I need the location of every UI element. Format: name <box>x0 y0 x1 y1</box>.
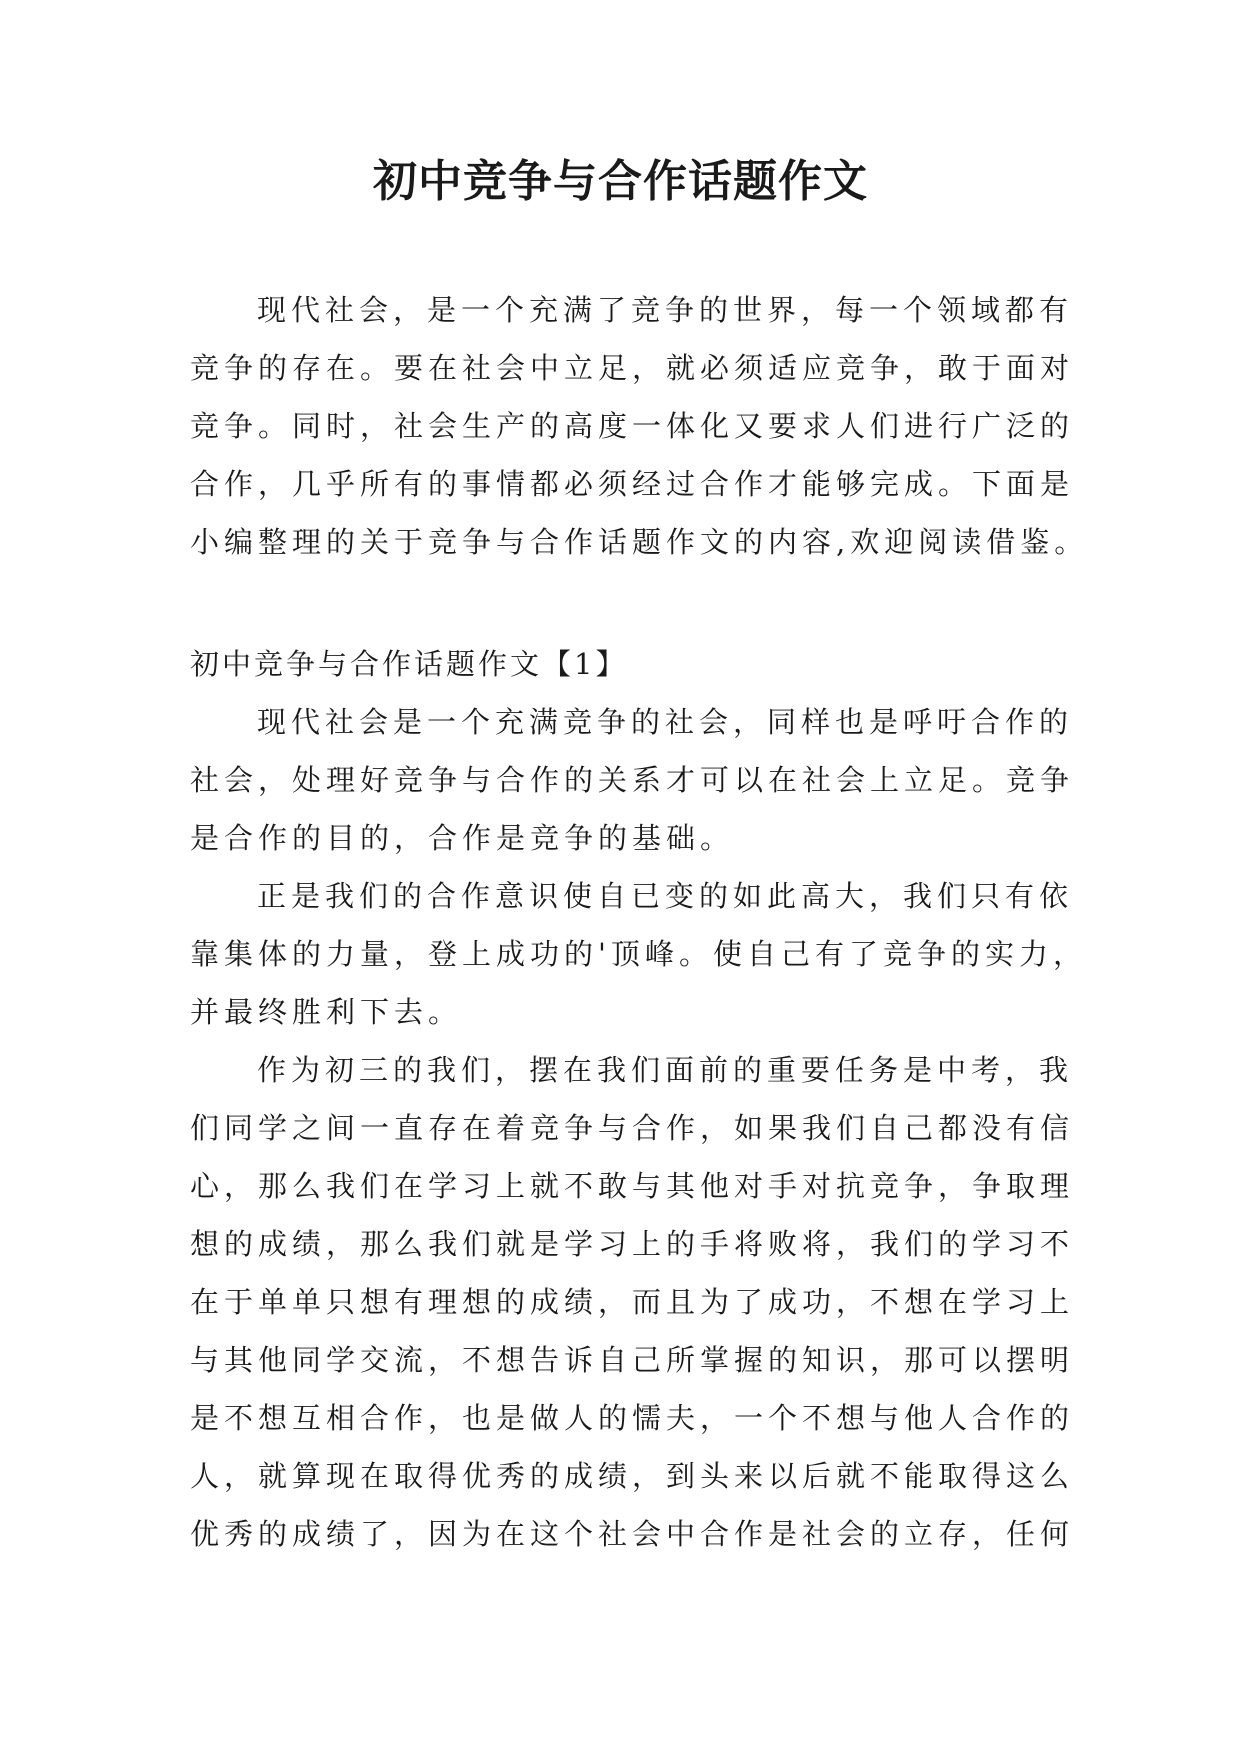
paragraph-line: 在于单单只想有理想的成绩，而且为了成功，不想在学习上 <box>190 1285 1075 1319</box>
intro-line: 小编整理的关于竞争与合作话题作文的内容,欢迎阅读借鉴。 <box>190 525 1089 559</box>
paragraph-line: 是不想互相合作，也是做人的懦夫，一个不想与他人合作的 <box>190 1401 1075 1435</box>
paragraph-line: 并最终胜利下去。 <box>190 995 463 1029</box>
paragraph-line: 社会，处理好竞争与合作的关系才可以在社会上立足。竞争 <box>190 763 1075 797</box>
intro-line: 合作，几乎所有的事情都必须经过合作才能够完成。下面是 <box>190 467 1075 501</box>
paragraph-line: 现代社会是一个充满竞争的社会，同样也是呼吁合作的 <box>257 705 1074 739</box>
paragraph-line: 作为初三的我们，摆在我们面前的重要任务是中考，我 <box>257 1053 1074 1087</box>
paragraph-line: 与其他同学交流，不想告诉自己所掌握的知识，那可以摆明 <box>190 1343 1075 1377</box>
paragraph-line: 们同学之间一直存在着竞争与合作，如果我们自己都没有信 <box>190 1111 1075 1145</box>
intro-line: 竞争的存在。要在社会中立足，就必须适应竞争，敢于面对 <box>190 351 1075 385</box>
paragraph-line: 是合作的目的，合作是竞争的基础。 <box>190 821 735 855</box>
paragraph-line: 正是我们的合作意识使自已变的如此高大，我们只有依 <box>257 879 1074 913</box>
paragraph-line: 人，就算现在取得优秀的成绩，到头来以后就不能取得这么 <box>190 1459 1075 1493</box>
paragraph-line: 心，那么我们在学习上就不敢与其他对手对抗竞争，争取理 <box>190 1169 1075 1203</box>
intro-line: 现代社会，是一个充满了竞争的世界，每一个领域都有 <box>257 293 1074 327</box>
paragraph-line: 想的成绩，那么我们就是学习上的手将败将，我们的学习不 <box>190 1227 1075 1261</box>
document-title: 初中竞争与合作话题作文 <box>373 156 868 207</box>
paragraph-line: 优秀的成绩了，因为在这个社会中合作是社会的立存，任何 <box>190 1517 1075 1551</box>
section-heading: 初中竞争与合作话题作文【1】 <box>190 647 628 681</box>
paragraph-line: 靠集体的力量，登上成功的'顶峰。使自己有了竞争的实力， <box>190 937 1087 971</box>
intro-line: 竞争。同时，社会生产的高度一体化又要求人们进行广泛的 <box>190 409 1075 443</box>
